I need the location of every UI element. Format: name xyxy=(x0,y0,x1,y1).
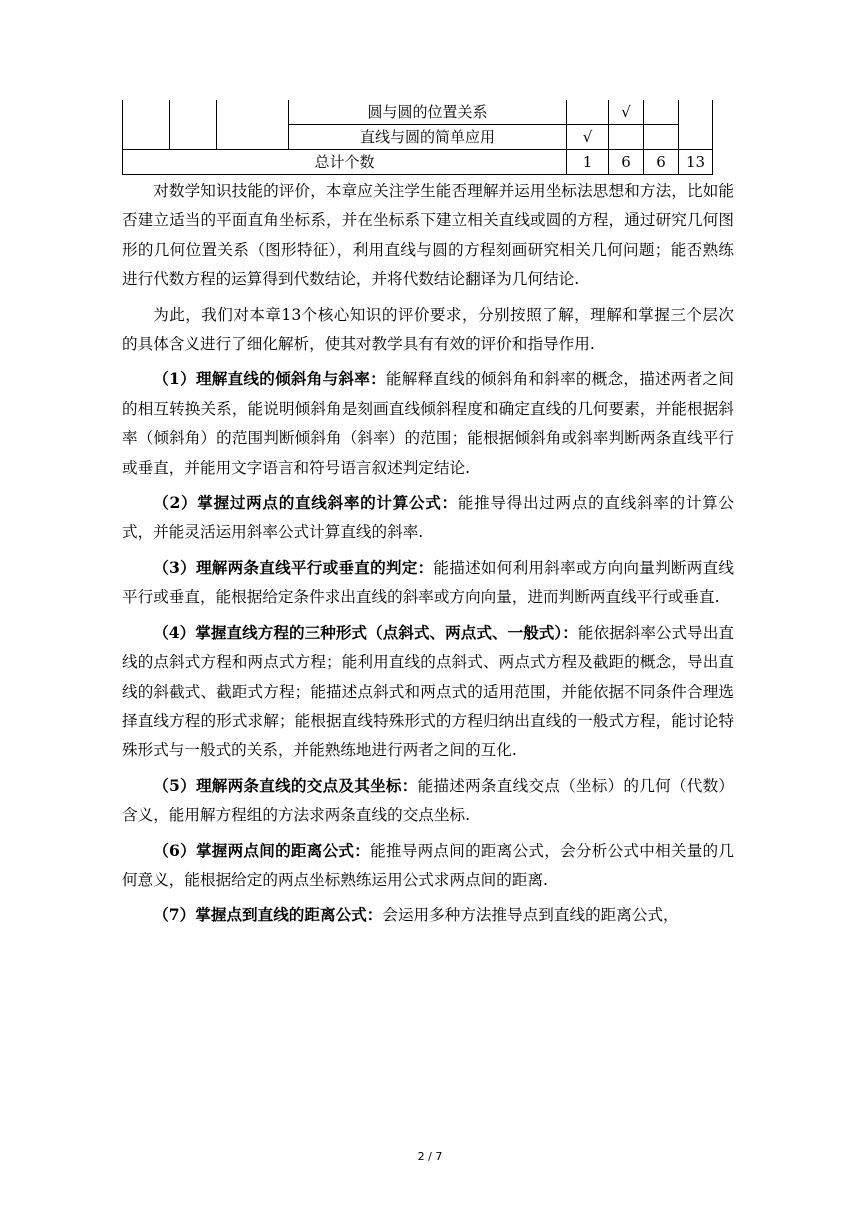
paragraph-text: 能解释直线的倾斜角和斜率的概念，描述两者之间的相互转换关系，能说明倾斜角是刻画直线倾斜程度和确定直线的几何要素，并能根据斜率（倾斜角）的范围判断倾斜角（斜率）的范围；能根据倾斜角或斜率判断两条直线平行或垂直，并能用文字语言和符号语言叙述判定结论. xyxy=(122,370,734,477)
body-text xyxy=(122,176,734,931)
paragraph xyxy=(122,836,734,896)
level-cell xyxy=(644,100,679,125)
paragraph-lead: （1）理解直线的倾斜角与斜率： xyxy=(153,369,386,389)
total-sum: 13 xyxy=(679,150,713,175)
paragraph-text: 会运用多种方法推导点到直线的距离公式， xyxy=(382,906,679,925)
paragraph-text: 能描述两条直线交点（坐标）的几何（代数）含义，能用解方程组的方法求两条直线的交点坐标. xyxy=(122,776,734,825)
paragraph-lead: （2）掌握过两点的直线斜率的计算公式： xyxy=(153,493,458,513)
paragraph xyxy=(122,553,734,613)
total-c1: 1 xyxy=(567,150,609,175)
total-label: 总计个数 xyxy=(123,150,567,175)
paragraph xyxy=(122,300,734,360)
evaluation-table xyxy=(122,100,713,175)
paragraph xyxy=(122,176,734,295)
paragraph-text: 为此，我们对本章13个核心知识的评价要求，分别按照了解，理解和掌握三个层次的具体含义进行了细化解析，使其对教学具有有效的评价和指导作用. xyxy=(122,305,734,354)
paragraph-lead: （6）掌握两点间的距离公式： xyxy=(153,840,371,860)
merged-cell xyxy=(679,100,713,150)
page-number: 2 / 7 xyxy=(417,1150,443,1163)
paragraph-lead: （4）掌握直线方程的三种形式（点斜式、两点式、一般式）： xyxy=(153,622,578,642)
paragraph-lead: （3）理解两条直线平行或垂直的判定： xyxy=(153,557,434,577)
topic-cell: 直线与圆的简单应用 xyxy=(289,125,567,150)
paragraph xyxy=(122,771,734,831)
paragraph-lead: （7）掌握点到直线的距离公式： xyxy=(153,905,383,925)
paragraph-text: 能依据斜率公式导出直线的点斜式方程和两点式方程；能利用直线的点斜式、两点式方程及截距的概念，导出直线的斜截式、截距式方程；能描述点斜式和两点式的适用范围，并能依据不同条件合理选择直线方程的形式求解；能根据直线特殊形式的方程归纳出直线的一般式方程，能讨论特殊形式与一般式的关系，并能熟练地进行两者之间的互化. xyxy=(122,623,734,760)
level-cell: √ xyxy=(567,125,609,150)
paragraph xyxy=(122,618,734,766)
level-cell xyxy=(567,100,609,125)
paragraph-text: 能推导两点间的距离公式，会分析公式中相关量的几何意义，能根据给定的两点坐标熟练运用公式求两点间的距离. xyxy=(122,841,734,889)
merged-cell xyxy=(123,100,170,150)
paragraph-text: 能描述如何利用斜率或方向向量判断两直线平行或垂直，能根据给定条件求出直线的斜率或方向向量，进而判断两直线平行或垂直. xyxy=(122,558,734,607)
merged-cell xyxy=(170,100,217,150)
total-row xyxy=(123,150,713,175)
total-c2: 6 xyxy=(609,150,644,175)
paragraph xyxy=(122,488,734,548)
merged-cell xyxy=(217,100,289,150)
paragraph xyxy=(122,900,734,930)
topic-cell: 圆与圆的位置关系 xyxy=(289,100,567,125)
total-c3: 6 xyxy=(644,150,679,175)
paragraph-lead: （5）理解两条直线的交点及其坐标： xyxy=(153,775,418,795)
level-cell xyxy=(644,125,679,150)
level-cell xyxy=(609,125,644,150)
table-row xyxy=(123,100,713,125)
paragraph-text: 能推导得出过两点的直线斜率的计算公式，并能灵活运用斜率公式计算直线的斜率. xyxy=(122,494,734,542)
level-cell: √ xyxy=(609,100,644,125)
paragraph xyxy=(122,364,734,483)
paragraph-text: 对数学知识技能的评价，本章应关注学生能否理解并运用坐标法思想和方法，比如能否建立适当的平面直角坐标系，并在坐标系下建立相关直线或圆的方程，通过研究几何图形的几何位置关系（图形特征），利用直线与圆的方程刻画研究相关几何问题；能否熟练进行代数方程的运算得到代数结论，并将代数结论翻译为几何结论. xyxy=(122,182,734,289)
